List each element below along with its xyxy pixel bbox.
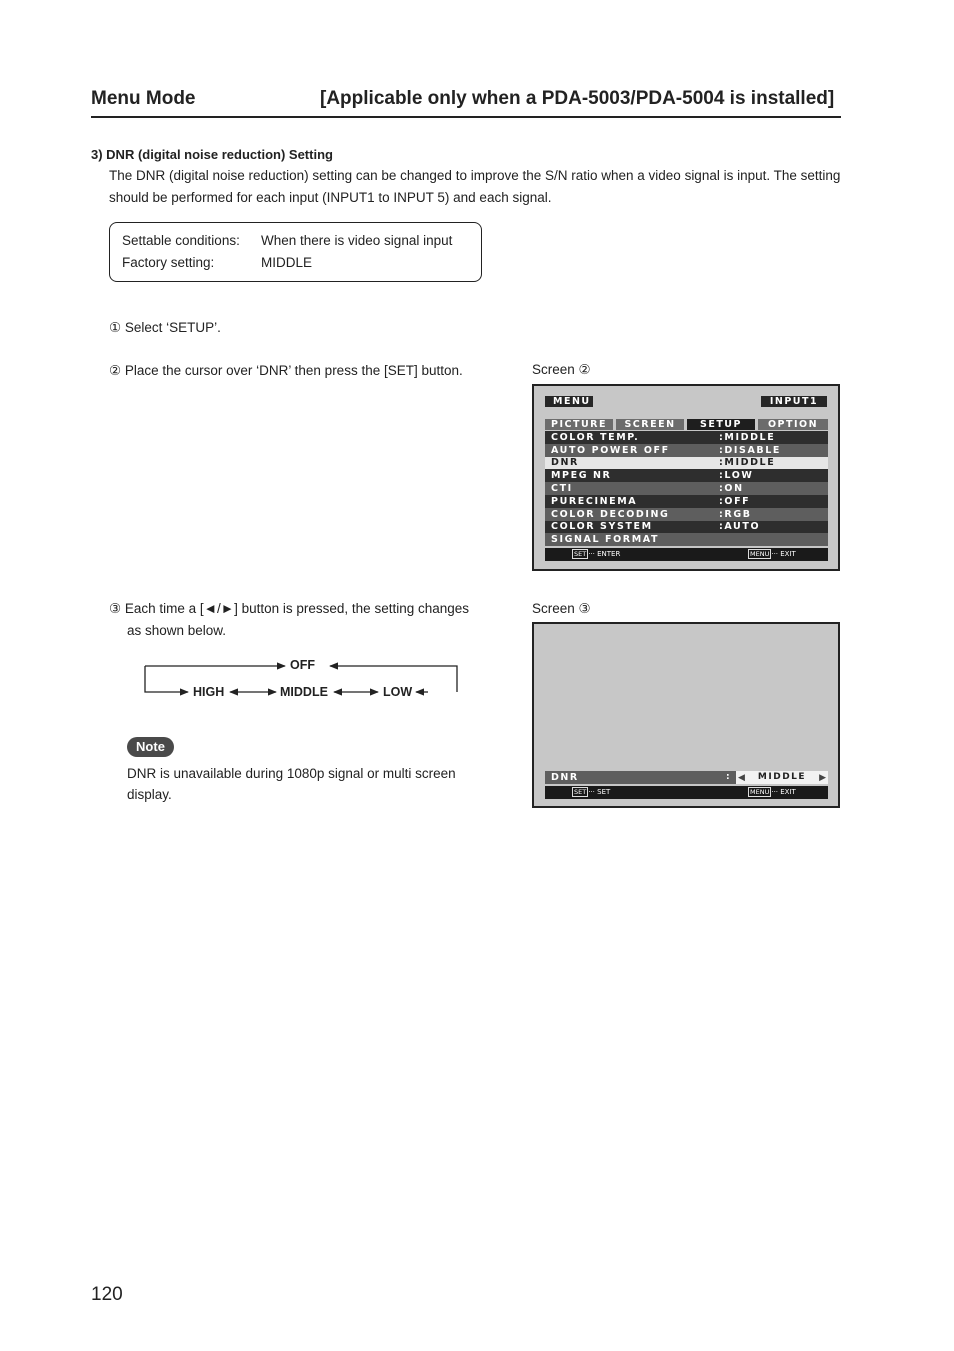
dnr-value-field[interactable] (736, 771, 828, 784)
cycle-low: LOW (383, 685, 413, 699)
guide-menu-3: MENU ··· EXIT (750, 788, 796, 796)
header-title: Menu Mode (91, 88, 196, 109)
menu-row-color-system[interactable]: COLOR SYSTEM :AUTO (545, 521, 828, 534)
menu-row-signal-format[interactable]: SIGNAL FORMAT (545, 533, 828, 546)
tab-screen[interactable]: SCREEN (616, 419, 684, 430)
step-2: ② Place the cursor over ‘DNR’ then press the [SET] button. (109, 363, 463, 378)
factory-label: Factory setting: (122, 255, 215, 270)
menu-row-purecinema[interactable]: PURECINEMA :OFF (545, 495, 828, 508)
screen-2-osd (532, 384, 840, 571)
settable-label: Settable conditions: (122, 233, 240, 248)
guide-set-3: SET ··· SET (574, 788, 611, 796)
tab-option[interactable]: OPTION (758, 419, 828, 430)
cycle-off: OFF (290, 658, 315, 672)
menu-row-color-temp[interactable]: COLOR TEMP. :MIDDLE (545, 431, 828, 444)
osd-guide-bar (545, 548, 828, 561)
tab-setup[interactable]: SETUP (687, 419, 755, 430)
header-subtitle: [Applicable only when a PDA-5003/PDA-5004 is installed] (320, 88, 835, 109)
dnr-adjust-colon: : (726, 772, 730, 782)
menu-row-dnr[interactable]: DNR :MIDDLE (545, 457, 828, 470)
note-badge: Note (127, 737, 174, 757)
conditions-box (109, 222, 482, 282)
cycle-high: HIGH (193, 685, 225, 699)
step-1: ① Select ‘SETUP’. (109, 320, 221, 335)
dnr-adjust-label: DNR (551, 772, 579, 783)
guide-set: SET ··· ENTER (574, 550, 621, 558)
cycle-middle: MIDDLE (280, 685, 328, 699)
arrow-off-to-high (145, 666, 188, 692)
right-arrow-icon[interactable]: ▶ (819, 772, 826, 782)
menu-row-mpeg-nr[interactable]: MPEG NR :LOW (545, 469, 828, 482)
osd-guide-bar-3 (545, 786, 828, 799)
guide-menu: MENU ··· EXIT (750, 550, 796, 558)
note-text: DNR is unavailable during 1080p signal or multi screen display. (127, 766, 456, 802)
osd-input-indicator: INPUT1 (761, 396, 827, 407)
section-intro: The DNR (digital noise reduction) setting can be changed to improve the S/N ratio when a video signal is input. The setting should be performed for each input (INPUT1 to INPUT 5) and each signal. (109, 168, 841, 205)
factory-value: MIDDLE (261, 255, 313, 270)
setup-menu-list (545, 431, 828, 546)
screen-2-label: Screen ② (532, 362, 591, 377)
step-3-line1: ③ Each time a [◄/►] button is pressed, the setting changes (109, 601, 470, 616)
osd-menu-title: MENU (545, 396, 593, 407)
menu-row-cti[interactable]: CTI :ON (545, 482, 828, 495)
factory-setting-row (122, 255, 312, 270)
settable-value: When there is video signal input (261, 233, 453, 248)
screen-3-osd (532, 622, 840, 808)
menu-row-auto-power-off[interactable]: AUTO POWER OFF :DISABLE (545, 444, 828, 457)
left-arrow-icon[interactable]: ◀ (738, 772, 745, 782)
screen-3-label: Screen ③ (532, 601, 591, 616)
section-title: 3) DNR (digital noise reduction) Setting (91, 147, 333, 162)
header-rule (91, 116, 841, 118)
menu-row-color-decoding[interactable]: COLOR DECODING :RGB (545, 508, 828, 521)
tab-picture[interactable]: PICTURE (545, 419, 613, 430)
dnr-value: MIDDLE (757, 772, 807, 782)
settable-conditions-row (122, 233, 452, 248)
page-number: 120 (91, 1284, 123, 1305)
step-3-line2: as shown below. (127, 623, 227, 638)
